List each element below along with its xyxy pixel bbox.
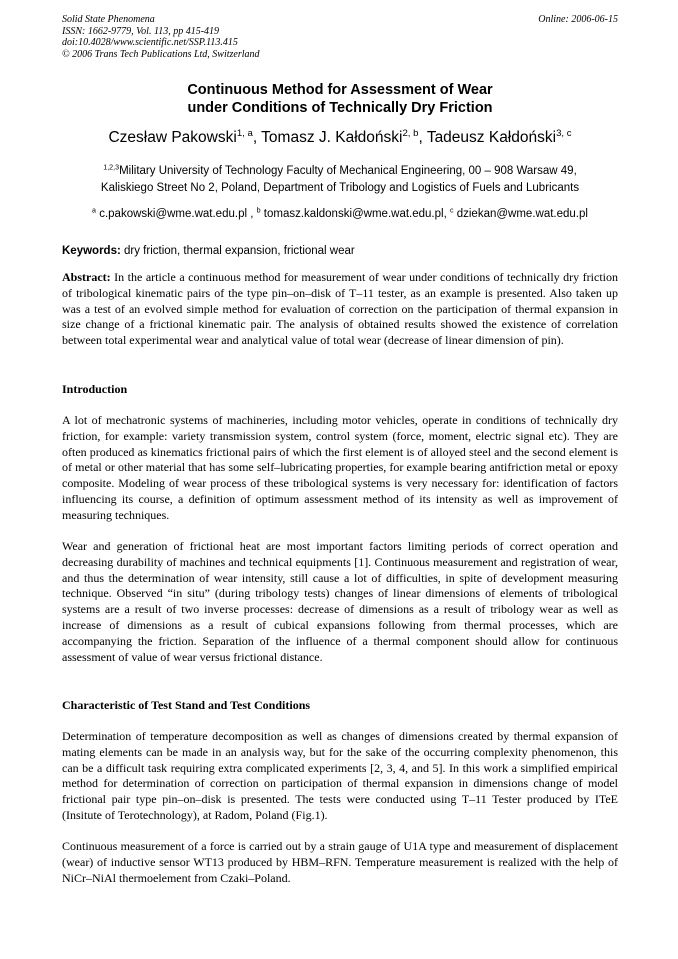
- journal-header: [62, 14, 618, 60]
- affiliation-mark: 1,2,3: [103, 163, 120, 172]
- affiliation-line-1: Military University of Technology Faculty of Mechanical Engineering, 00 – 908 Warsaw 49,: [119, 165, 577, 177]
- email-list: $^a$ c.pakowski@wme.wat.edu.pl , $^b$ tomasz.kaldonski@wme.wat.edu.pl, $^c$ dziekan@wme.wat.edu.pl: [92, 206, 588, 220]
- abstract-label: Abstract:: [62, 270, 111, 284]
- author-mark: 2, b: [402, 128, 419, 140]
- author-mark: 1, a: [236, 128, 253, 140]
- keywords: [62, 243, 618, 259]
- abstract: [62, 270, 618, 349]
- online-date: Online: 2006-06-15: [538, 14, 618, 25]
- title-line-2: under Conditions of Technically Dry Friction: [187, 100, 493, 116]
- keywords-text: dry friction, thermal expansion, frictional wear: [124, 245, 355, 257]
- test-stand-paragraph-2: Continuous measurement of a force is carried out by a strain gauge of U1A type and measurement of displacement (wear) of inductive sensor WT13 produced by HBM–RFN. Temperature measurement is realized with the help of NiCr–NiAl thermoelement from Czaki–Poland.: [62, 839, 618, 885]
- email-mark: a: [92, 206, 96, 215]
- author-name: Czesław Pakowski: [108, 129, 237, 146]
- author-name: Tomasz J. Kałdoński: [261, 129, 403, 146]
- affiliation-line-2: Kaliskiego Street No 2, Poland, Department of Tribology and Logistics of Fuels and Lubricants: [100, 182, 580, 194]
- author-list: Czesław Pakowski$^{1, a}$, Tomasz J. Kałdoński$^{2, b}$, Tadeusz Kałdoński$^{3, c}$: [108, 128, 572, 146]
- title-line-1: Continuous Method for Assessment of Wear: [187, 82, 493, 98]
- paper-title: [62, 81, 618, 117]
- journal-copyright: © 2006 Trans Tech Publications Ltd, Switzerland: [62, 48, 260, 60]
- intro-paragraph-2: Wear and generation of frictional heat are most important factors limiting periods of correct operation and decreasing durability of machines and technical equipments [1]. Continuous measurement and registration of wear, and thus the determination of wear intensity, still cause a lot of difficulties, in spite of development measuring technique. Observed “in situ” (during tribology tests) changes of linear dimensions of elements of tribological systems are a result of two inverse processes: decrease of dimensions as a result of tribology wear as well as increase of dimensions as a result of cubical expansions following from thermal processes, which are accompanying the friction. Separation of the influence of a thermal component should allow for continuous assessment of value of wear versus frictional distance.: [62, 539, 618, 664]
- keywords-label: Keywords:: [62, 245, 121, 257]
- section-heading-test-stand: Characteristic of Test Stand and Test Conditions: [62, 698, 311, 712]
- journal-name: Solid State Phenomena: [62, 14, 155, 25]
- email-mark: b: [256, 206, 261, 215]
- intro-paragraph-1: A lot of mechatronic systems of machineries, including motor vehicles, operate in conditions of technically dry friction, for example: variety transmission system, control system (force, moment, electric signal etc). They are often produced as kinematics frictional pairs of which the first element is of alloyed steel and the second element is of metal or other material that has some self–lubricating properties, for example bearing antifriction metal or epoxy composite. Modeling of wear process of these tribological systems is very necessary for: identification of factors influencing its course, a definition of optimum assessment method of its intensity as well as improvement of measuring techniques.: [62, 413, 618, 522]
- email-link[interactable]: tomasz.kaldonski@wme.wat.edu.pl: [263, 208, 444, 220]
- journal-doi: doi:10.4028/www.scientific.net/SSP.113.415: [62, 37, 238, 48]
- journal-issn: ISSN: 1662-9779, Vol. 113, pp 415-419: [62, 25, 220, 37]
- affiliation: [62, 163, 618, 197]
- author-name: Tadeusz Kałdoński: [426, 129, 557, 146]
- test-stand-paragraph-1: Determination of temperature decomposition as well as changes of dimensions created by thermal expansion of mating elements can be made in an analysis way, but for the sake of the occurring complexity phenomenon, this can be a difficult task requiring extra complicated experiments [2, 3, 4, and 5]. In this work a simplified empirical method for determination of correction on participation of thermal expansion in dimensions change of model frictional pair type pin–on–disk is presented. The tests were conducted using T–11 Tester produced by ITeE (Insitute of Terotechnology), at Radom, Poland (Fig.1).: [62, 729, 618, 822]
- author-mark: 3, c: [556, 128, 572, 140]
- section-heading-introduction: Introduction: [62, 382, 128, 396]
- email-link[interactable]: c.pakowski@wme.wat.edu.pl: [99, 208, 248, 220]
- abstract-text: In the article a continuous method for measurement of wear under conditions of technically dry friction of tribological kinematic pairs of the type pin–on–disk of T–11 tester, as an example is presented. Also taken up was a test of an evolved simple method for evaluation of correction on the participation of thermal expansion in size change of a frictional kinematic pair. The analysis of obtained results showed the existence of correlation between total experimental wear and analytical value of total wear (decrease of linear dimension of pin).: [62, 270, 618, 348]
- email-mark: c: [449, 206, 454, 215]
- email-link[interactable]: dziekan@wme.wat.edu.pl: [456, 208, 588, 220]
